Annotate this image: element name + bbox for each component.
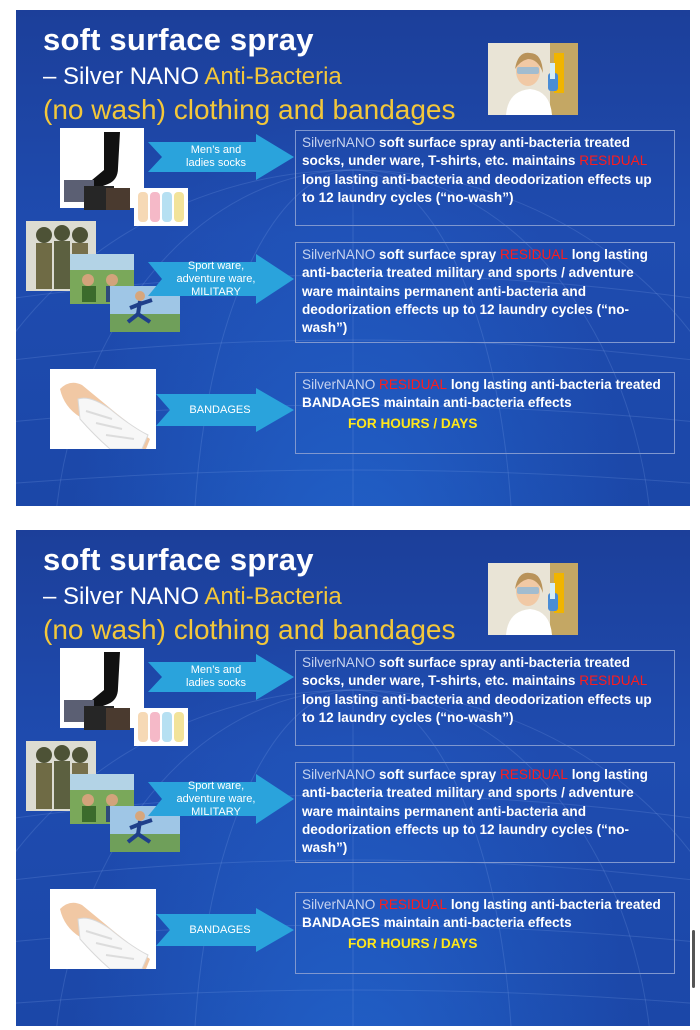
scientist-photo: [488, 43, 578, 115]
description-text: long lasting anti-bacteria and deodorization effects up to 12 laundry cycles (“no-wash”): [302, 171, 652, 205]
residual-highlight: RESIDUAL: [579, 673, 648, 689]
description-box-sport: [295, 762, 675, 863]
arrow-label: [175, 924, 265, 937]
subtitle-prefix: – Silver NANO: [43, 583, 205, 610]
description-text: soft surface spray: [375, 767, 500, 782]
arrow-label-line: ladies socks: [186, 677, 246, 689]
residual-highlight: RESIDUAL: [579, 153, 648, 169]
description-box-bandages: [295, 892, 675, 974]
description-text: long lasting anti-bacteria treated BANDAGES maintain anti-bacteria effects: [302, 377, 661, 411]
scrollbar[interactable]: [692, 930, 695, 988]
slide-subtitle: [43, 63, 342, 91]
arrow-sport: [148, 254, 294, 304]
description-box-bandages: [295, 372, 675, 454]
bandaged-hand-photo: [50, 889, 156, 969]
description-box-socks: [295, 650, 675, 746]
silvernano-label: SilverNANO: [302, 897, 380, 912]
description-text: long lasting anti-bacteria treated BANDAGES maintain anti-bacteria effects: [302, 897, 661, 931]
description-text: long lasting anti-bacteria and deodorization effects up to 12 laundry cycles (“no-wash”): [302, 691, 652, 725]
arrow-label-line: Men’s and: [190, 664, 242, 676]
residual-highlight: RESIDUAL: [379, 897, 448, 912]
silvernano-label: SilverNANO: [302, 135, 380, 150]
arrow-label-line: Sport ware,: [187, 259, 245, 272]
arrow-bandages: [156, 388, 294, 432]
arrow-label: [171, 260, 261, 299]
arrow-sport: [148, 774, 294, 824]
slide-title: soft surface spray: [43, 22, 314, 57]
description-text: long lasting anti-bacteria treated military and sports / adventure ware maintains permanent anti-bacteria and deodorization effects up to 12 laundry cycles (“no-wash”): [302, 767, 648, 856]
arrow-label-line: ladies socks: [186, 157, 246, 169]
scientist-photo: [488, 563, 578, 635]
arrow-label-line: Men’s and: [190, 144, 242, 156]
residual-highlight: RESIDUAL: [499, 247, 568, 262]
arrow-label-line: BANDAGES: [189, 923, 251, 936]
silvernano-label: SilverNANO: [302, 377, 380, 392]
subtitle-highlight: Anti-Bacteria: [204, 63, 342, 90]
silvernano-label: SilverNANO: [302, 767, 376, 782]
description-text: soft surface spray anti-bacteria treated socks, under ware, T-shirts, etc. maintains: [302, 135, 630, 169]
duration-highlight: FOR HOURS / DAYS: [348, 415, 478, 431]
duration-highlight: FOR HOURS / DAYS: [348, 935, 478, 951]
arrow-bandages: [156, 908, 294, 952]
arrow-socks: [148, 654, 294, 700]
description-box-socks: [295, 130, 675, 226]
description-text: soft surface spray anti-bacteria treated socks, under ware, T-shirts, etc. maintains: [302, 655, 630, 689]
residual-highlight: RESIDUAL: [379, 377, 448, 392]
arrow-label: [171, 144, 261, 170]
arrow-label-line: adventure ware,: [176, 792, 256, 805]
arrow-label: [171, 664, 261, 690]
slide-subtitle-line2: (no wash) clothing and bandages: [43, 94, 456, 125]
residual-highlight: RESIDUAL: [499, 767, 568, 782]
description-text: soft surface spray: [375, 247, 500, 262]
bandaged-hand-photo: [50, 369, 156, 449]
arrow-label: [175, 404, 265, 417]
arrow-label-line: Sport ware,: [187, 779, 245, 792]
slide: [16, 530, 690, 1026]
arrow-label-line: MILITARY: [191, 285, 241, 298]
slide: [16, 10, 690, 506]
arrow-label-line: MILITARY: [191, 805, 241, 818]
slide-subtitle-line2: (no wash) clothing and bandages: [43, 614, 456, 645]
silvernano-label: SilverNANO: [302, 655, 380, 670]
arrow-socks: [148, 134, 294, 180]
description-text: long lasting anti-bacteria treated military and sports / adventure ware maintains permanent anti-bacteria and deodorization effects up to 12 laundry cycles (“no-wash”): [302, 247, 648, 336]
silvernano-label: SilverNANO: [302, 247, 376, 262]
arrow-label-line: adventure ware,: [176, 272, 256, 285]
arrow-label-line: BANDAGES: [189, 403, 251, 416]
subtitle-prefix: – Silver NANO: [43, 63, 205, 90]
subtitle-highlight: Anti-Bacteria: [204, 583, 342, 610]
slide-subtitle: [43, 583, 342, 611]
description-box-sport: [295, 242, 675, 343]
slide-title: soft surface spray: [43, 542, 314, 577]
arrow-label: [171, 780, 261, 819]
